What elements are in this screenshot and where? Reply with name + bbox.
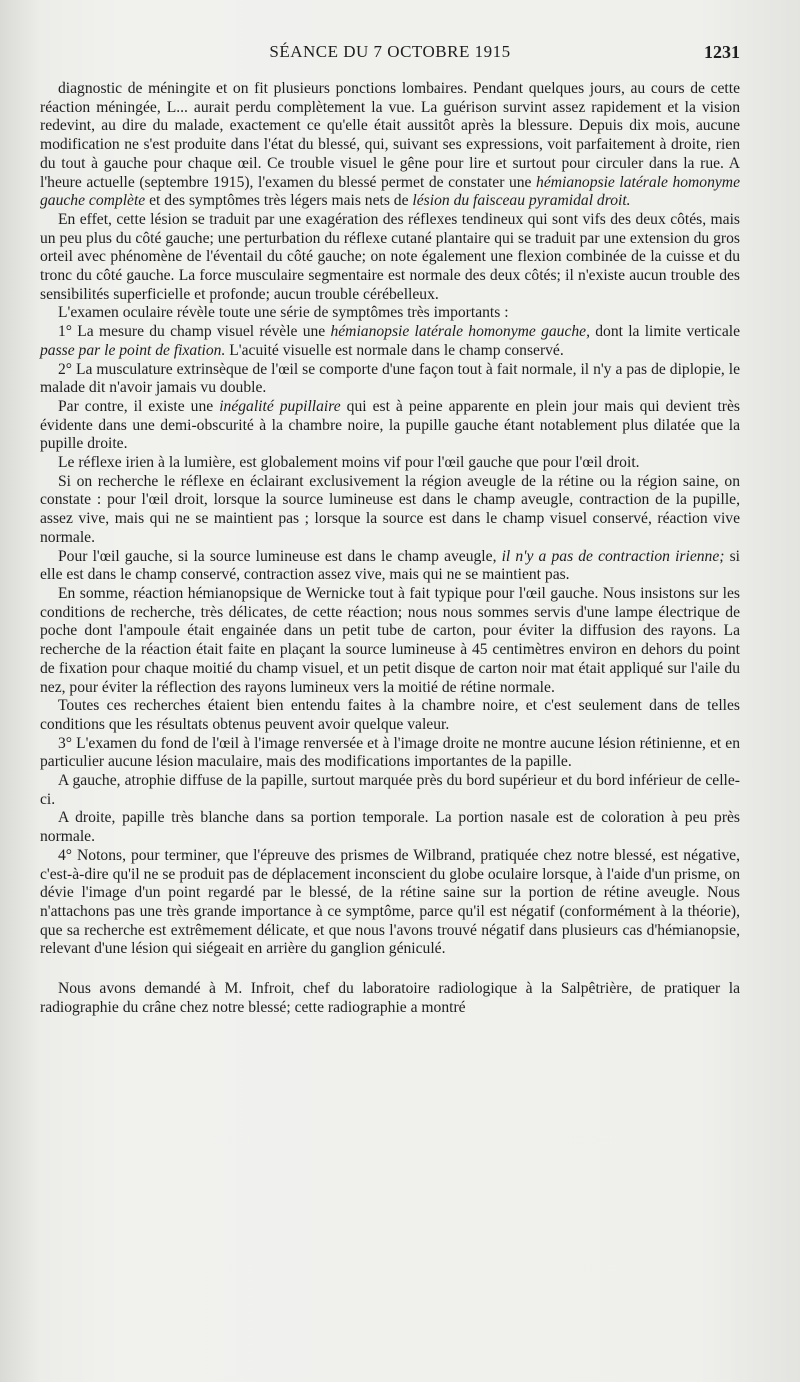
- paragraph: [40, 454, 740, 473]
- text-run: Nous avons demandé à M. Infroit, chef du laboratoire radiologique à la Salpêtrière, de pratiquer la radiographie du crâne chez notre blessé; cette radiographie a montré: [40, 980, 740, 1016]
- paragraph: [40, 323, 740, 360]
- text-run: si elle est dans le champ conservé, contraction assez vive, mais qui ne se maintient pas.: [40, 547, 740, 584]
- italic-text: lésion du faisceau pyramidal droit.: [412, 192, 631, 210]
- text-run: 2° La musculature extrinsèque de l'œil se comporte d'une façon tout à fait normale, il n'y a pas de diplopie, le malade dit n'avoir jamais vu double.: [40, 360, 740, 397]
- text-run: Toutes ces recherches étaient bien entendu faites à la chambre noire, et c'est seulement dans de telles conditions que les résultats obtenus peuvent avoir quelque valeur.: [40, 697, 740, 733]
- paragraph: [40, 809, 740, 846]
- text-run: et des symptômes très légers mais nets de: [145, 192, 413, 210]
- italic-text: il n'y a pas de contraction irienne;: [501, 547, 725, 565]
- running-title: SÉANCE DU 7 OCTOBRE 1915: [269, 42, 511, 61]
- text-run: diagnostic de méningite et on fit plusieurs ponctions lombaires. Pendant quelques jours, au cours de cette réaction méningée, L... aurait perdu complètement la vue. La guérison survint assez rapidement et la vision redevint, au dire du malade, exactement ce qu'elle était aussitôt après la blessure. Depuis dix mois, aucune modification ne s'est produite dans l'état du blessé, qui, suivant ses expressions, voit parfaitement à droite, rien du tout à gauche pour chaque œil. Ce trouble visuel le gêne pour lire et surtout pour circuler dans la rue. A l'heure actuelle (septembre 1915), l'examen du blessé permet de constater une: [40, 80, 740, 191]
- text-run: L'acuité visuelle est normale dans le champ conservé.: [225, 341, 564, 359]
- paragraph: [40, 473, 740, 548]
- body-text: [40, 80, 740, 1017]
- text-run: En somme, réaction hémianopsique de Wernicke tout à fait typique pour l'œil gauche. Nous insistons sur les conditions de recherche, très délicates, de cette réaction; nous nous sommes servis d'une lampe électrique de poche dont l'ampoule était engainée dans un petit tube de carton, pour éviter la diffusion des rayons. La recherche de la réaction était faite en plaçant la source lumineuse à 45 centimètres environ en dehors du point de fixation pour chaque moitié du champ visuel, et un petit disque de carton noir mat était appliqué sur l'aile du nez, pour éviter la réflection des rayons lumineux vers la moitié de rétine normale.: [40, 584, 740, 696]
- paragraph: [40, 304, 740, 323]
- text-run: Pour l'œil gauche, si la source lumineuse est dans le champ aveugle,: [58, 547, 502, 565]
- page-number: 1231: [704, 42, 740, 62]
- italic-text: hémianopsie latérale homonyme gauche complète: [40, 173, 740, 210]
- text-run: dont la limite verticale: [590, 323, 740, 341]
- text-run: A gauche, atrophie diffuse de la papille, surtout marquée près du bord supérieur et du bord inférieur de celle-ci.: [40, 772, 740, 808]
- paragraph: [40, 398, 740, 454]
- text-run: 1° La mesure du champ visuel révèle une: [58, 323, 331, 341]
- paragraph: [40, 361, 740, 398]
- paragraph: [40, 735, 740, 772]
- text-run: Si on recherche le réflexe en éclairant exclusivement la région aveugle de la rétine ou la région saine, on constate : pour l'œil droit, lorsque la source lumineuse est dans le champ aveugle, contraction de la pupille, assez vive, mais qui ne se maintient pas ; lorsque la source est dans le champ visuel conservé, réaction vive normale.: [40, 472, 740, 546]
- paragraph: [40, 211, 740, 305]
- text-run: En effet, cette lésion se traduit par une exagération des réflexes tendineux qui sont vifs des deux côtés, mais un peu plus du côté gauche; une perturbation du réflexe cutané plantaire qui se traduit par une extension du gros orteil avec phénomène de l'éventail du côté gauche; on note également une flexion combinée de la cuisse et du tronc du côté gauche. La force musculaire segmentaire est normale des deux côtés; il n'existe aucun trouble des sensibilités superficielle et profonde; aucun trouble cérébelleux.: [40, 210, 740, 303]
- paragraph: [40, 585, 740, 697]
- page-header: [40, 42, 740, 72]
- italic-text: inégalité pupillaire: [219, 397, 341, 415]
- paragraph: [40, 697, 740, 734]
- text-run: Par contre, il existe une: [58, 397, 220, 415]
- text-run: L'examen oculaire révèle toute une série de symptômes très importants :: [58, 304, 509, 322]
- text-run: 4° Notons, pour terminer, que l'épreuve des prismes de Wilbrand, pratiquée chez notre blessé, est négative, c'est-à-dire qu'il ne se produit pas de déplacement inconscient du globe oculaire lorsque, à l'aide d'un prisme, on dévie l'image d'un point regardé par le blessé, de la rétine saine sur la portion de rétine aveugle. Nous n'attachons pas une très grande importance à ce symptôme, parce qu'il est négatif (conformément à la théorie), que sa recherche est extrêmement délicate, et que nous l'avons trouvé négatif dans plusieurs cas d'hémianopsie, relevant d'une lésion qui siégeait en arrière du ganglion géniculé.: [40, 846, 740, 958]
- paragraph: [40, 980, 740, 1017]
- italic-text: hémianopsie latérale homonyme gauche,: [330, 323, 590, 341]
- text-run: qui est à peine apparente en plein jour mais qui devient très évidente dans une demi-obscurité à la chambre noire, la pupille gauche étant notablement plus dilatée que la pupille droite.: [40, 397, 740, 453]
- paragraph: [40, 772, 740, 809]
- paragraph: [40, 80, 740, 211]
- paragraph: [40, 847, 740, 959]
- italic-text: passe par le point de fixation.: [40, 341, 226, 359]
- text-run: Le réflexe irien à la lumière, est globalement moins vif pour l'œil gauche que pour l'œil droit.: [58, 454, 640, 472]
- text-run: 3° L'examen du fond de l'œil à l'image renversée et à l'image droite ne montre aucune lésion rétinienne, et en particulier aucune lésion maculaire, mais des modifications importantes de la papille.: [40, 734, 740, 771]
- paragraph: [40, 548, 740, 585]
- text-run: A droite, papille très blanche dans sa portion temporale. La portion nasale est de coloration à peu près normale.: [40, 809, 740, 846]
